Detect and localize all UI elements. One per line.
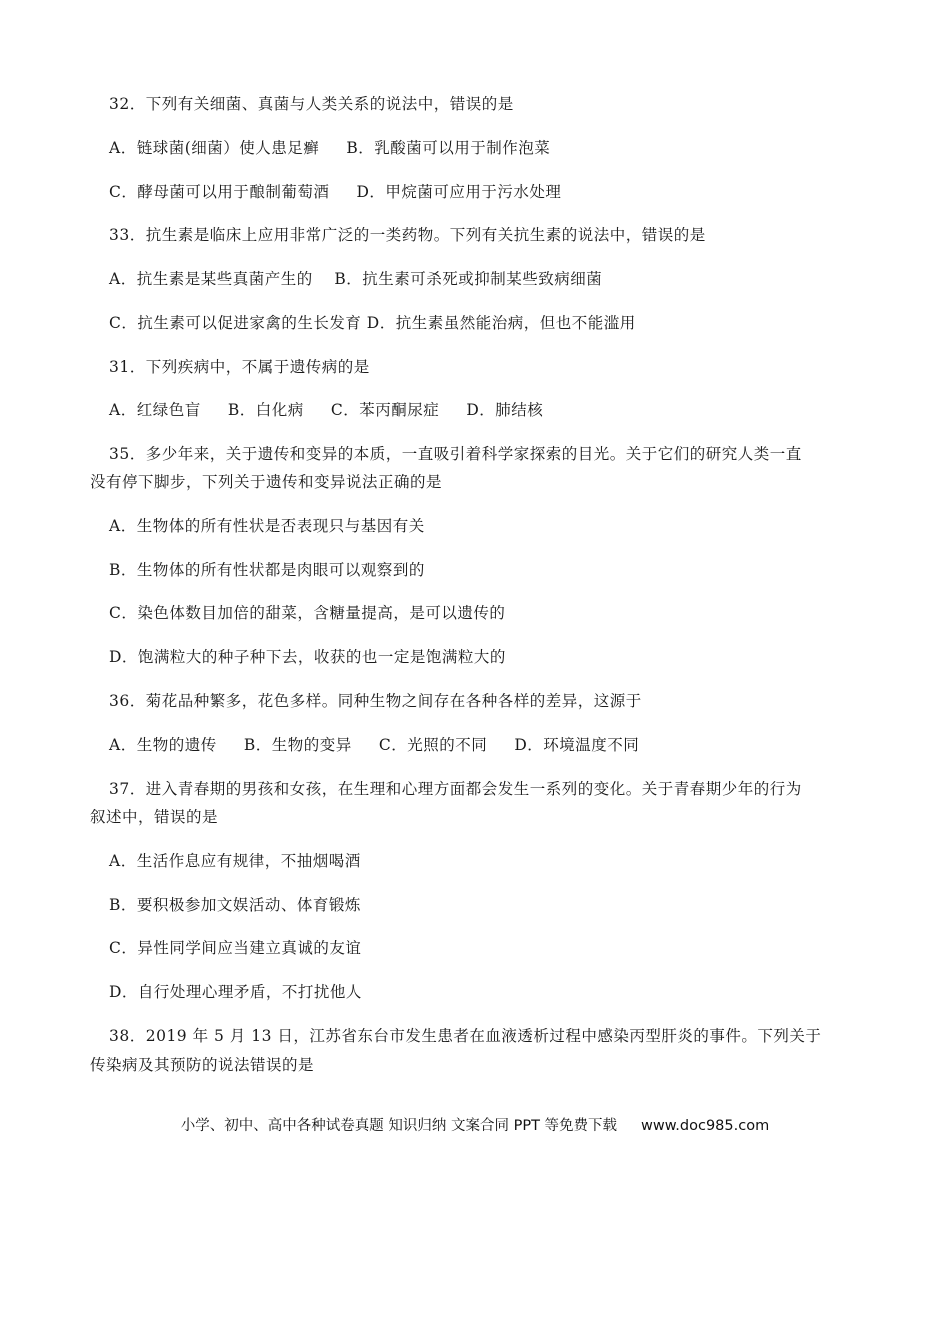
footer-url-link[interactable]: www.doc985.com <box>641 1118 770 1134</box>
question-37-stem-line2: 叙述中，错误的是 <box>90 808 219 826</box>
question-33-options-ab: A．抗生素是某些真菌产生的 B．抗生素可杀死或抑制某些致病细菌 <box>109 270 603 288</box>
question-35-stem-line1: 35．多少年来，关于遗传和变异的本质，一直吸引着科学家探索的目光。关于它们的研究人类一直 <box>109 445 802 463</box>
question-37-option-a: A．生活作息应有规律，不抽烟喝酒 <box>109 852 361 870</box>
question-37-stem-line1: 37．进入青春期的男孩和女孩，在生理和心理方面都会发生一系列的变化。关于青春期少年的行为 <box>109 780 802 798</box>
question-36-options: A．生物的遗传 B．生物的变异 C．光照的不同 D．环境温度不同 <box>109 736 640 754</box>
question-35-option-d: D．饱满粒大的种子种下去，收获的也一定是饱满粒大的 <box>109 648 506 666</box>
question-36-stem: 36．菊花品种繁多，花色多样。同种生物之间存在各种各样的差异，这源于 <box>109 692 642 710</box>
question-32-stem: 32．下列有关细菌、真菌与人类关系的说法中，错误的是 <box>109 95 514 113</box>
question-32-options-ab: A．链球菌(细菌）使人患足癣 B．乳酸菌可以用于制作泡菜 <box>109 139 551 157</box>
question-35-option-a: A．生物体的所有性状是否表现只与基因有关 <box>109 517 425 535</box>
question-37-option-c: C．异性同学间应当建立真诚的友谊 <box>109 939 362 957</box>
question-31-stem: 31．下列疾病中，不属于遗传病的是 <box>109 358 370 376</box>
question-35-stem-line2: 没有停下脚步，下列关于遗传和变异说法正确的是 <box>90 473 443 491</box>
question-33-options-cd: C．抗生素可以促进家禽的生长发育 D．抗生素虽然能治病，但也不能滥用 <box>109 314 636 332</box>
question-33-stem: 33．抗生素是临床上应用非常广泛的一类药物。下列有关抗生素的说法中，错误的是 <box>109 226 706 244</box>
footer-text: 小学、初中、高中各种试卷真题 知识归纳 文案合同 PPT 等免费下载 <box>180 1118 618 1134</box>
question-31-options: A．红绿色盲 B．白化病 C．苯丙酮尿症 D．肺结核 <box>109 401 544 419</box>
question-37-option-d: D．自行处理心理矛盾，不打扰他人 <box>109 983 362 1001</box>
question-32-options-cd: C．酵母菌可以用于酿制葡萄酒 D．甲烷菌可应用于污水处理 <box>109 183 562 201</box>
page-footer <box>0 1116 950 1136</box>
question-37-option-b: B．要积极参加文娱活动、体育锻炼 <box>109 896 361 914</box>
question-38-stem-line1: 38．2019 年 5 月 13 日，江苏省东台市发生患者在血液透析过程中感染丙型肝炎的事件。下列关于 <box>109 1027 822 1045</box>
question-38-stem-line2: 传染病及其预防的说法错误的是 <box>90 1056 315 1074</box>
question-35-option-c: C．染色体数目加倍的甜菜，含糖量提高，是可以遗传的 <box>109 604 506 622</box>
question-35-option-b: B．生物体的所有性状都是肉眼可以观察到的 <box>109 561 425 579</box>
